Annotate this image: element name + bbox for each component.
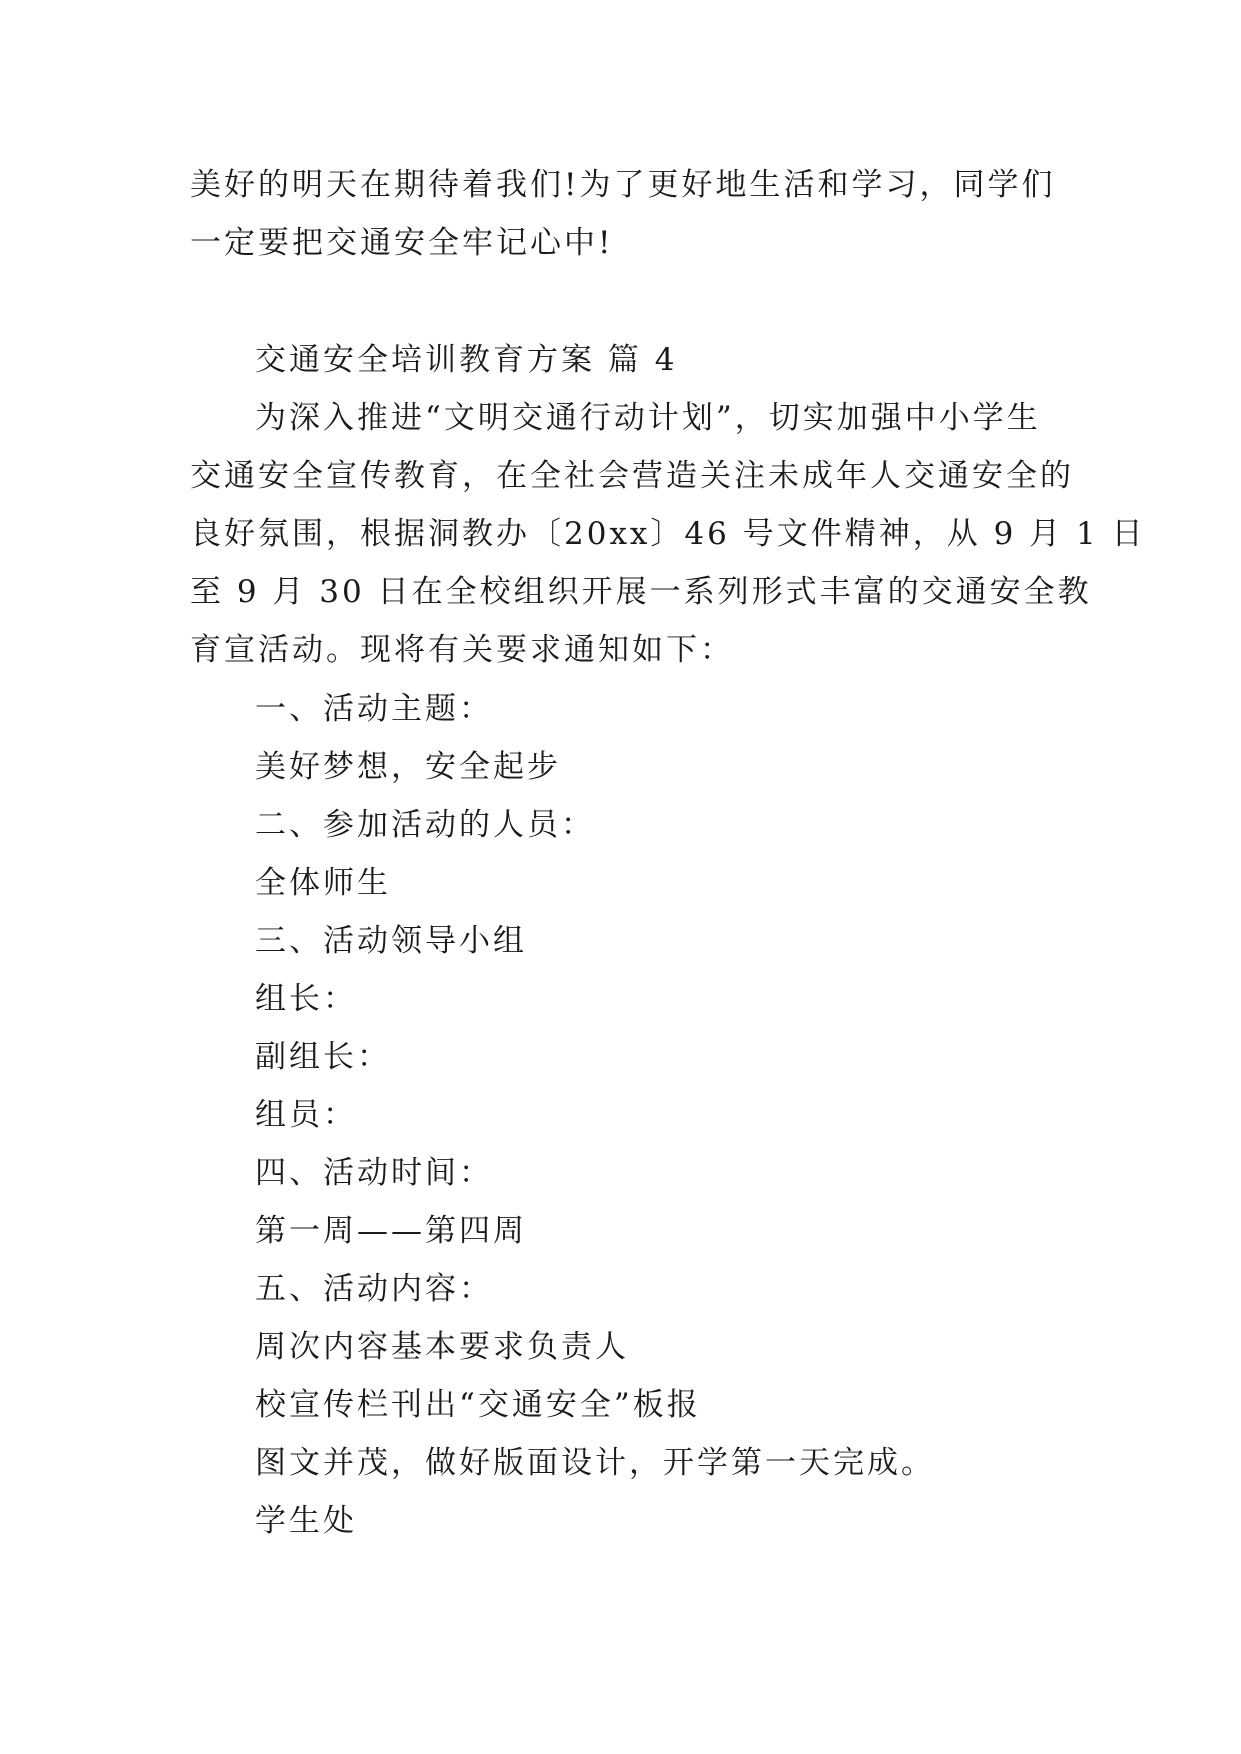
heading-activity-content: 五、活动内容： bbox=[255, 1271, 493, 1307]
section-title: 交通安全培训教育方案 篇 4 bbox=[255, 342, 678, 378]
paragraph-line: 第一周——第四周 bbox=[255, 1213, 527, 1249]
paragraph-line: 育宣活动。现将有关要求通知如下： bbox=[190, 632, 734, 668]
paragraph-line: 良好氛围，根据洞教办〔20xx〕46 号文件精神，从 9 月 1 日 bbox=[190, 516, 1146, 552]
paragraph-line: 组长： bbox=[255, 981, 357, 1017]
heading-participants: 二、参加活动的人员： bbox=[255, 807, 595, 843]
paragraph-line: 一定要把交通安全牢记心中! bbox=[190, 225, 614, 261]
paragraph-line: 图文并茂，做好版面设计，开学第一天完成。 bbox=[255, 1445, 935, 1481]
paragraph-line: 交通安全宣传教育，在全社会营造关注未成年人交通安全的 bbox=[190, 458, 1074, 494]
paragraph-line: 美好梦想，安全起步 bbox=[255, 749, 561, 785]
paragraph-line: 至 9 月 30 日在全校组织开展一系列形式丰富的交通安全教 bbox=[190, 574, 1092, 610]
heading-activity-theme: 一、活动主题： bbox=[255, 691, 493, 727]
paragraph-line: 全体师生 bbox=[255, 865, 391, 901]
paragraph-line: 周次内容基本要求负责人 bbox=[255, 1329, 629, 1365]
heading-leadership-group: 三、活动领导小组 bbox=[255, 923, 527, 959]
paragraph-line: 副组长： bbox=[255, 1039, 391, 1075]
heading-activity-time: 四、活动时间： bbox=[255, 1155, 493, 1191]
paragraph-line: 为深入推进“文明交通行动计划”，切实加强中小学生 bbox=[255, 400, 1041, 436]
paragraph-line: 组员： bbox=[255, 1097, 357, 1133]
paragraph-line: 校宣传栏刊出“交通安全”板报 bbox=[255, 1387, 701, 1423]
paragraph-line: 学生处 bbox=[255, 1503, 357, 1539]
paragraph-line: 美好的明天在期待着我们!为了更好地生活和学习，同学们 bbox=[190, 167, 1056, 203]
